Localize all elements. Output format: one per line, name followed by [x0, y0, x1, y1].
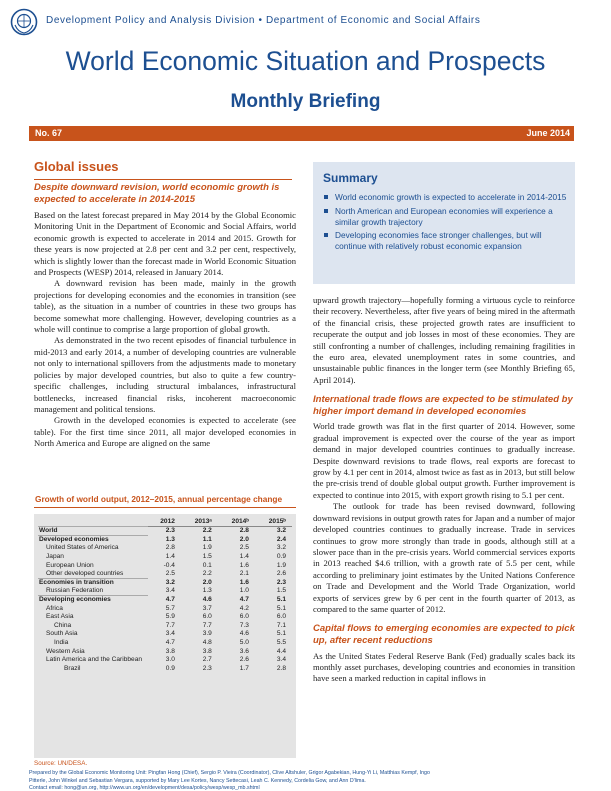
bullet-icon — [324, 195, 328, 199]
body-paragraph: Based on the latest forecast prepared in May 2014 by the Global Economic Monitoring Unit in the Department of Economic and Social Affairs, world economic growth is expected to accelerate in 2014 and 2015. Growth for these years is now projected at 2.8 per cent and 3.2 per cent, respectively, which is slightly lower than the forecast made in World Economic Situation and Prospects (WESP) 2014, released in January 2014. — [34, 210, 296, 278]
table-row — [38, 570, 292, 579]
body-paragraph: World trade growth was flat in the first quarter of 2014. However, some gradual improvement is expected over the course of the year as import demand in major developed countries continues to gradually increase. Despite downward revisions to trade flows, real exports are forecast to grow by 4.1 per cent in 2014, almost twice as fast as in 2013, but still below the pre-crisis trend of double global output growth. Further improvement is expected to continue into 2015, with export growth rising to 5.1 per cent. — [313, 421, 575, 500]
issue-date: June 2014 — [526, 128, 570, 138]
table-cell: 5.5 — [276, 639, 286, 647]
summary-list — [323, 192, 569, 255]
summary-item-text: North American and European economies will experience a similar growth trajectory — [335, 205, 553, 227]
row-label: Russian Federation — [46, 587, 104, 595]
table-cell: 2.3 — [202, 664, 212, 672]
summary-title: Summary — [323, 171, 378, 185]
un-emblem-icon — [10, 8, 38, 36]
table-cell: 7.3 — [239, 621, 249, 629]
row-label: South Asia — [46, 630, 78, 638]
table-row — [38, 579, 292, 588]
table-cell: 0.9 — [276, 553, 286, 561]
table-row — [38, 647, 292, 656]
table-cell: 7.7 — [165, 621, 175, 629]
page-title: World Economic Situation and Prospects — [65, 46, 546, 76]
summary-item — [323, 192, 569, 203]
table-cell: 3.0 — [165, 656, 175, 664]
table-cell: 1.5 — [276, 587, 286, 595]
issue-bar — [29, 126, 574, 141]
footer-credits: Prepared by the Global Economic Monitoring Unit: Pingfan Hong (Chief), Sergio P. Vieira (Coordinator), Clive Altshuler, Grigor Agabekian, Hung-Yi Li, Matthias Kempf, Ingo — [29, 770, 430, 776]
body-paragraph: As demonstrated in the two recent episodes of financial turbulence in mid-2013 and early 2014, a number of developing countries are vulnerable not only to international spillovers from the adjustments made to monetary policies by major developed countries, but also to quite a few country-specific challenges, including structural imbalances, infrastructural bottlenecks, increased financial risks, incoherent macroeconomic management and political tensions. — [34, 335, 296, 414]
table-cell: 3.8 — [165, 647, 175, 655]
table-cell: 1.6 — [239, 561, 249, 569]
row-label: Western Asia — [46, 647, 85, 655]
table-cell: 2.2 — [202, 570, 212, 578]
table-divider — [34, 507, 296, 508]
table-cell: 5.7 — [165, 604, 175, 612]
lead-heading: International trade flows are expected to be stimulated by higher import demand in developed economies — [313, 394, 573, 417]
table-cell: 5.9 — [165, 613, 175, 621]
row-label: World — [38, 527, 148, 536]
table-cell: 5.1 — [276, 596, 286, 604]
table-cell: 4.7 — [239, 596, 249, 604]
table-row — [38, 656, 292, 665]
table-row — [38, 596, 292, 605]
body-paragraph: As the United States Federal Reserve Bank (Fed) gradually scales back its monthly asset purchases, developing countries and economies in transition have seen a marked reduction in capital inflows in — [313, 650, 575, 684]
table-row — [38, 536, 292, 545]
table-cell: 1.4 — [165, 553, 175, 561]
row-label: Other developed countries — [46, 570, 124, 578]
table-cell: 4.7 — [165, 596, 175, 604]
table-cell: 1.9 — [202, 544, 212, 552]
row-label: European Union — [46, 561, 94, 569]
row-label: Japan — [46, 553, 64, 561]
table-cell: 2.6 — [276, 570, 286, 578]
table-cell: 2.1 — [239, 570, 249, 578]
table-source: Source: UN/DESA. — [34, 760, 88, 767]
table-cell: 2.5 — [239, 544, 249, 552]
table-cell: 2.4 — [276, 535, 286, 543]
row-label: Brazil — [64, 664, 81, 672]
table-header-cell: 2015ᵇ — [255, 518, 292, 527]
table-cell: 7.7 — [202, 621, 212, 629]
table-cell: 2.3 — [276, 578, 286, 586]
table-cell: 5.1 — [276, 604, 286, 612]
table-cell: 3.2 — [276, 544, 286, 552]
table-cell: 1.3 — [165, 535, 175, 543]
table-cell: 3.6 — [239, 647, 249, 655]
table-cell: 1.5 — [202, 553, 212, 561]
body-paragraph: upward growth trajectory—hopefully forming a virtuous cycle to reinforce their recovery. Nevertheless, after five years of being mired in the aftermath of the financial crisis, these projected growth rates are insufficient to recuperate the output and job losses in most of these economies. They are still confronting a number of challenges, including remaining fragilities in the euro area, elevated unemployment rates in some countries, and unsustainable public finances in the longer term (see Monthly Briefing 65, April 2014). — [313, 295, 575, 385]
table-cell: 2.0 — [239, 535, 249, 543]
table-cell: 1.0 — [239, 587, 249, 595]
body-paragraph: A downward revision has been made, mainly in the growth projections for developing economies and the economies in transition (see table), as the situation in a number of countries in these two groups has become somewhat more challenging. However, developing countries as a whole will continue to comprise a large proportion of global growth. — [34, 278, 296, 335]
table-cell: 1.7 — [239, 664, 249, 672]
org-line: Development Policy and Analysis Division • Department of Economic and Social Affairs — [46, 15, 481, 26]
table-cell: 5.0 — [239, 639, 249, 647]
issue-number: No. 67 — [35, 128, 63, 138]
row-label: Economies in transition — [38, 579, 148, 588]
table-cell: 4.4 — [276, 647, 286, 655]
table-row — [38, 527, 292, 536]
table-cell: 4.6 — [202, 596, 212, 604]
table-cell: 1.3 — [202, 587, 212, 595]
table-cell: 1.1 — [202, 535, 212, 543]
table-cell: 4.2 — [239, 604, 249, 612]
section-divider — [34, 179, 292, 180]
row-label: India — [54, 639, 69, 647]
table-cell: 3.8 — [202, 647, 212, 655]
table-row — [38, 613, 292, 622]
table-header-cell: 2014ᵇ — [218, 518, 255, 527]
table-cell: 3.4 — [165, 587, 175, 595]
table-row — [38, 604, 292, 613]
bullet-icon — [324, 233, 328, 237]
table-cell: 2.5 — [165, 570, 175, 578]
table-cell: 2.7 — [202, 656, 212, 664]
section-title: Global issues — [34, 159, 119, 174]
summary-item — [323, 206, 569, 228]
table-cell: 1.9 — [276, 561, 286, 569]
footer-contact: Contact email: hong@un.org, http://www.un.org/en/development/desa/policy/wesp/wesp_mb.shtml — [29, 785, 260, 791]
page-subtitle: Monthly Briefing — [230, 91, 381, 112]
lead-heading: Despite downward revision, world economic growth is expected to accelerate in 2014-2015 — [34, 182, 280, 205]
table-cell: 3.7 — [202, 604, 212, 612]
table-cell: 3.9 — [202, 630, 212, 638]
table-cell: -0.4 — [163, 561, 175, 569]
table-cell: 4.8 — [202, 639, 212, 647]
table-row — [38, 665, 292, 674]
table-cell: 7.1 — [276, 621, 286, 629]
table-cell: 2.8 — [276, 664, 286, 672]
table-notes — [34, 760, 87, 767]
bullet-icon — [324, 209, 328, 213]
table-cell: 3.4 — [165, 630, 175, 638]
table-cell: 0.9 — [165, 664, 175, 672]
table-cell: 1.4 — [239, 553, 249, 561]
row-label: Developing economies — [38, 596, 148, 605]
summary-item-text: Developing economies face stronger challenges, but will continue with relatively robust economic expansion — [335, 230, 542, 252]
table-cell: 6.0 — [202, 613, 212, 621]
summary-box — [313, 162, 575, 284]
table-row — [38, 622, 292, 631]
row-label: Developed economies — [38, 536, 148, 545]
table-cell: 3.4 — [276, 656, 286, 664]
table-cell: 3.2 — [165, 578, 175, 586]
table-row — [38, 630, 292, 639]
body-paragraph: The outlook for trade has been revised downward, following downward revisions in output growth rates for Japan and a number of major developed countries continues to gradually increase. Trade in services continues to grow more strongly than trade in goods, although still at a slower pace than in the pre-crisis years. World commercial services exports in 2013 reached $4.6 trillion, with a growth rate of 5.5 per cent, while according to preliminary joint estimates by the United Nations Conference on Trade and Development and the World Trade Organization, world exports of services grew by 6 per cent in the fourth quarter of 2013, as compared to the same quarter of 2012. — [313, 501, 575, 614]
table-cell: 0.1 — [202, 561, 212, 569]
table-cell: 5.1 — [276, 630, 286, 638]
table-cell: 4.6 — [239, 630, 249, 638]
table-cell: 2.8 — [165, 544, 175, 552]
summary-item-text: World economic growth is expected to accelerate in 2014-2015 — [335, 192, 567, 202]
body-paragraph: Growth in the developed economies is expected to accelerate (see table). For the first time since 2011, all major developed economies in North America and Europe are aligned on the same — [34, 415, 296, 449]
table-cell: 4.7 — [165, 639, 175, 647]
table-cell: 3.2 — [276, 527, 286, 535]
table-row — [38, 587, 292, 596]
table-header-cell: 2012 — [148, 518, 181, 527]
summary-item — [323, 230, 569, 252]
growth-table — [38, 518, 292, 673]
table-cell: 2.0 — [202, 578, 212, 586]
row-label: United States of America — [46, 544, 119, 552]
left-body-column — [34, 210, 296, 485]
table-cell: 2.8 — [239, 527, 249, 535]
table-title: Growth of world output, 2012–2015, annual percentage change — [35, 494, 283, 504]
table-cell: 2.2 — [202, 527, 212, 535]
table-row — [38, 561, 292, 570]
footer-credits: Pitterle, John Winkel and Sebastian Vergara, supported by Mary Lee Kortes, Nancy Settecasi, Leah C. Kennedy, Cordelia Gow, and Ann D'lima. — [29, 777, 366, 784]
right-body-column — [313, 295, 575, 685]
footer — [29, 770, 589, 791]
row-label: Africa — [46, 604, 63, 612]
table-cell: 2.6 — [239, 656, 249, 664]
table-row — [38, 639, 292, 648]
lead-heading: Capital flows to emerging economies are expected to pick up, after recent reductions — [313, 623, 575, 646]
table-cell: 1.6 — [239, 578, 249, 586]
row-label: East Asia — [46, 613, 74, 621]
table-header-cell: 2013ᵃ — [181, 518, 218, 527]
table-cell: 6.0 — [239, 613, 249, 621]
table-row — [38, 553, 292, 562]
row-label: China — [54, 621, 72, 629]
table-cell: 2.3 — [165, 527, 175, 535]
table-row — [38, 544, 292, 553]
table-header-row — [38, 518, 292, 527]
table-cell: 6.0 — [276, 613, 286, 621]
row-label: Latin America and the Caribbean — [46, 656, 143, 664]
